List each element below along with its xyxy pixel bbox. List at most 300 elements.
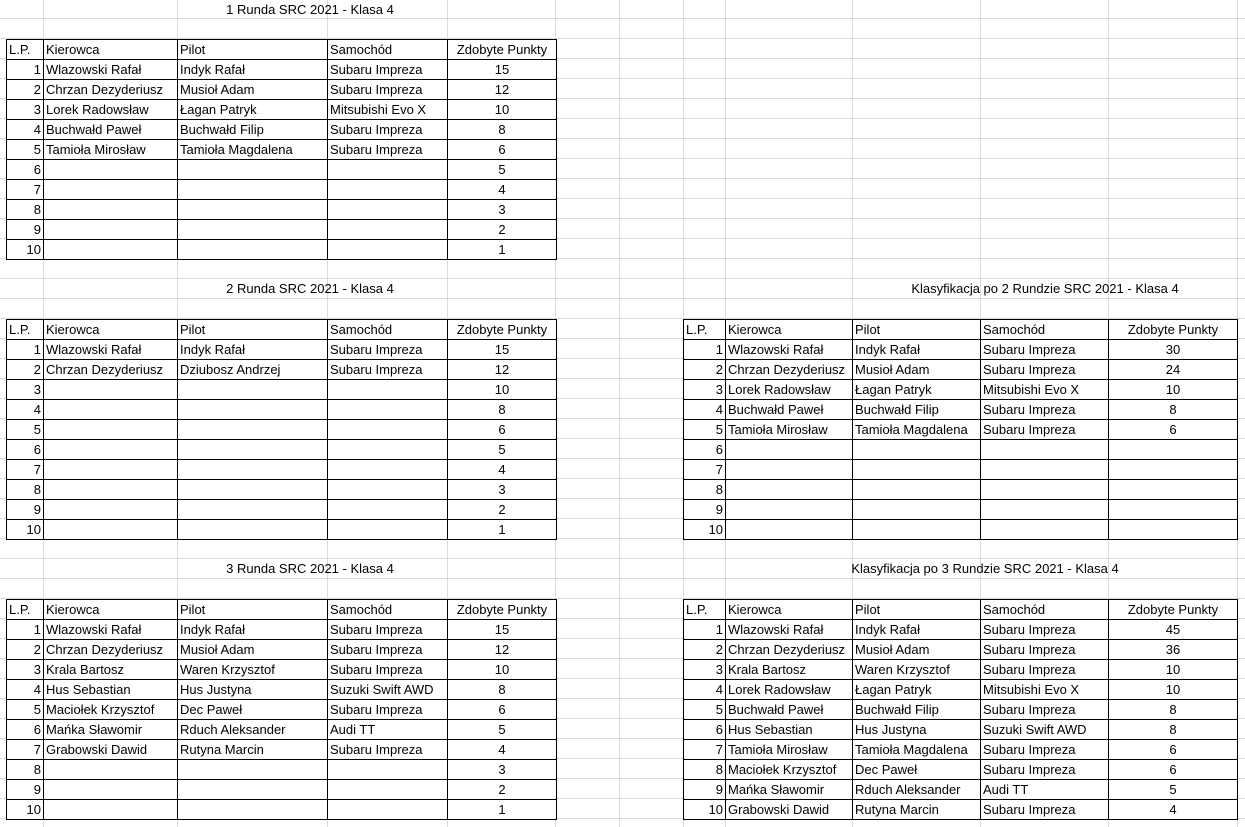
driver-cell[interactable]: Chrzan Dezyderiusz [44, 640, 178, 660]
driver-cell[interactable]: Buchwałd Paweł [726, 700, 853, 720]
driver-cell[interactable] [726, 500, 853, 520]
pilot-cell[interactable] [178, 180, 328, 200]
car-cell[interactable]: Subaru Impreza [981, 700, 1109, 720]
pilot-cell[interactable] [853, 520, 981, 540]
car-cell[interactable]: Subaru Impreza [981, 760, 1109, 780]
lp-cell[interactable]: 7 [7, 180, 44, 200]
points-cell[interactable]: 6 [1109, 420, 1238, 440]
car-cell[interactable]: Audi TT [328, 720, 448, 740]
table-row [7, 100, 557, 120]
column-header[interactable]: Zdobyte Punkty [448, 40, 557, 60]
driver-cell[interactable] [44, 440, 178, 460]
table-row [7, 180, 557, 200]
column-header[interactable]: Zdobyte Punkty [448, 320, 557, 340]
driver-cell[interactable] [44, 220, 178, 240]
car-cell[interactable]: Subaru Impreza [981, 660, 1109, 680]
car-cell[interactable] [328, 240, 448, 260]
driver-cell[interactable]: Maciołek Krzysztof [44, 700, 178, 720]
points-cell[interactable]: 30 [1109, 340, 1238, 360]
car-cell[interactable] [328, 760, 448, 780]
column-header[interactable]: L.P. [7, 600, 44, 620]
lp-cell[interactable]: 8 [684, 760, 726, 780]
driver-cell[interactable] [44, 420, 178, 440]
points-cell[interactable]: 3 [448, 760, 557, 780]
column-header[interactable]: Pilot [178, 320, 328, 340]
driver-cell[interactable]: Krala Bartosz [44, 660, 178, 680]
column-header[interactable]: Kierowca [726, 320, 853, 340]
column-header[interactable]: L.P. [7, 40, 44, 60]
car-cell[interactable]: Subaru Impreza [328, 80, 448, 100]
table-row [7, 480, 557, 500]
driver-cell[interactable] [44, 460, 178, 480]
car-cell[interactable]: Subaru Impreza [981, 420, 1109, 440]
lp-cell[interactable]: 2 [7, 360, 44, 380]
pilot-cell[interactable] [853, 440, 981, 460]
lp-cell[interactable]: 1 [684, 340, 726, 360]
driver-cell[interactable] [726, 520, 853, 540]
pilot-cell[interactable] [178, 380, 328, 400]
pilot-cell[interactable]: Indyk Rafał [853, 620, 981, 640]
column-header[interactable]: Samochód [328, 600, 448, 620]
table-row [684, 780, 1238, 800]
points-cell[interactable]: 1 [448, 800, 557, 820]
column-header[interactable]: L.P. [684, 600, 726, 620]
classification-table [683, 599, 1238, 820]
driver-cell[interactable] [726, 480, 853, 500]
table-row [7, 720, 557, 740]
pilot-cell[interactable]: Rutyna Marcin [853, 800, 981, 820]
lp-cell[interactable]: 7 [7, 460, 44, 480]
car-cell[interactable] [981, 480, 1109, 500]
table-row [7, 380, 557, 400]
driver-cell[interactable]: Buchwałd Paweł [726, 400, 853, 420]
column-header[interactable]: Zdobyte Punkty [1109, 600, 1238, 620]
points-cell[interactable]: 8 [1109, 720, 1238, 740]
lp-cell[interactable]: 5 [684, 420, 726, 440]
points-cell[interactable]: 6 [448, 140, 557, 160]
pilot-cell[interactable]: Buchwałd Filip [178, 120, 328, 140]
car-cell[interactable] [328, 780, 448, 800]
pilot-cell[interactable] [178, 760, 328, 780]
lp-cell[interactable]: 9 [7, 780, 44, 800]
driver-cell[interactable]: Grabowski Dawid [44, 740, 178, 760]
points-cell[interactable]: 4 [448, 740, 557, 760]
driver-cell[interactable]: Hus Sebastian [726, 720, 853, 740]
table-row [684, 500, 1238, 520]
points-cell[interactable]: 6 [448, 700, 557, 720]
points-cell[interactable]: 8 [1109, 400, 1238, 420]
pilot-cell[interactable]: Dziubosz Andrzej [178, 360, 328, 380]
driver-cell[interactable]: Wlazowski Rafał [726, 340, 853, 360]
car-cell[interactable] [328, 520, 448, 540]
points-cell[interactable]: 15 [448, 340, 557, 360]
table-row [7, 620, 557, 640]
points-cell[interactable]: 2 [448, 780, 557, 800]
pilot-cell[interactable]: Indyk Rafał [178, 60, 328, 80]
lp-cell[interactable]: 1 [684, 620, 726, 640]
pilot-cell[interactable]: Dec Paweł [853, 760, 981, 780]
lp-cell[interactable]: 9 [7, 500, 44, 520]
points-cell[interactable] [1109, 460, 1238, 480]
table-row [684, 380, 1238, 400]
points-cell[interactable]: 10 [1109, 680, 1238, 700]
points-cell[interactable]: 12 [448, 80, 557, 100]
points-cell[interactable]: 3 [448, 480, 557, 500]
header-row [684, 320, 1238, 340]
points-cell[interactable] [1109, 440, 1238, 460]
pilot-cell[interactable] [178, 240, 328, 260]
table-row [684, 340, 1238, 360]
points-cell[interactable] [1109, 500, 1238, 520]
points-cell[interactable]: 10 [1109, 380, 1238, 400]
lp-cell[interactable]: 4 [7, 680, 44, 700]
driver-cell[interactable] [44, 160, 178, 180]
driver-cell[interactable]: Tamioła Mirosław [726, 740, 853, 760]
column-header[interactable]: Samochód [981, 320, 1109, 340]
pilot-cell[interactable]: Rduch Aleksander [853, 780, 981, 800]
lp-cell[interactable]: 3 [684, 660, 726, 680]
driver-cell[interactable]: Lorek Radowsław [44, 100, 178, 120]
lp-cell[interactable]: 6 [7, 720, 44, 740]
table-row [684, 440, 1238, 460]
driver-cell[interactable] [726, 440, 853, 460]
lp-cell[interactable]: 8 [7, 760, 44, 780]
points-cell[interactable]: 8 [1109, 700, 1238, 720]
car-cell[interactable]: Subaru Impreza [981, 360, 1109, 380]
lp-cell[interactable]: 2 [684, 640, 726, 660]
driver-cell[interactable]: Buchwałd Paweł [44, 120, 178, 140]
points-cell[interactable]: 5 [448, 720, 557, 740]
driver-cell[interactable] [44, 800, 178, 820]
driver-cell[interactable] [726, 460, 853, 480]
driver-cell[interactable]: Krala Bartosz [726, 660, 853, 680]
points-cell[interactable]: 45 [1109, 620, 1238, 640]
pilot-cell[interactable] [178, 160, 328, 180]
points-cell[interactable]: 10 [1109, 660, 1238, 680]
car-cell[interactable] [328, 200, 448, 220]
pilot-cell[interactable] [178, 460, 328, 480]
grid-line [619, 0, 620, 827]
column-header[interactable]: Kierowca [44, 320, 178, 340]
car-cell[interactable]: Subaru Impreza [328, 660, 448, 680]
lp-cell[interactable]: 4 [7, 400, 44, 420]
pilot-cell[interactable] [178, 500, 328, 520]
car-cell[interactable]: Mitsubishi Evo X [981, 680, 1109, 700]
driver-cell[interactable]: Wlazowski Rafał [44, 340, 178, 360]
lp-cell[interactable]: 2 [7, 640, 44, 660]
lp-cell[interactable]: 6 [684, 440, 726, 460]
car-cell[interactable]: Subaru Impreza [981, 340, 1109, 360]
car-cell[interactable]: Subaru Impreza [328, 620, 448, 640]
pilot-cell[interactable]: Indyk Rafał [853, 340, 981, 360]
column-header[interactable]: Zdobyte Punkty [1109, 320, 1238, 340]
lp-cell[interactable]: 6 [7, 160, 44, 180]
driver-cell[interactable] [44, 400, 178, 420]
lp-cell[interactable]: 9 [684, 500, 726, 520]
driver-cell[interactable] [44, 200, 178, 220]
driver-cell[interactable] [44, 500, 178, 520]
car-cell[interactable] [328, 180, 448, 200]
car-cell[interactable]: Subaru Impreza [981, 800, 1109, 820]
car-cell[interactable]: Mitsubishi Evo X [981, 380, 1109, 400]
lp-cell[interactable]: 10 [7, 800, 44, 820]
table-title: Klasyfikacja po 3 Rundzie SRC 2021 - Klasa 4 [851, 561, 1119, 576]
lp-cell[interactable]: 10 [7, 240, 44, 260]
lp-cell[interactable]: 5 [7, 420, 44, 440]
car-cell[interactable]: Suzuki Swift AWD [328, 680, 448, 700]
lp-cell[interactable]: 3 [7, 660, 44, 680]
pilot-cell[interactable] [178, 440, 328, 460]
lp-cell[interactable]: 2 [684, 360, 726, 380]
car-cell[interactable]: Subaru Impreza [328, 740, 448, 760]
pilot-cell[interactable] [853, 460, 981, 480]
pilot-cell[interactable]: Łagan Patryk [853, 680, 981, 700]
table-row [7, 160, 557, 180]
header-row [7, 40, 557, 60]
column-header[interactable]: Pilot [853, 600, 981, 620]
driver-cell[interactable] [44, 380, 178, 400]
lp-cell[interactable]: 4 [684, 680, 726, 700]
pilot-cell[interactable] [178, 800, 328, 820]
table-row [7, 800, 557, 820]
driver-cell[interactable]: Mańka Sławomir [44, 720, 178, 740]
lp-cell[interactable]: 2 [7, 80, 44, 100]
pilot-cell[interactable] [853, 480, 981, 500]
pilot-cell[interactable] [178, 520, 328, 540]
car-cell[interactable]: Suzuki Swift AWD [981, 720, 1109, 740]
car-cell[interactable] [981, 460, 1109, 480]
lp-cell[interactable]: 4 [684, 400, 726, 420]
points-cell[interactable] [1109, 520, 1238, 540]
pilot-cell[interactable]: Buchwałd Filip [853, 400, 981, 420]
points-cell[interactable]: 5 [448, 440, 557, 460]
points-cell[interactable]: 24 [1109, 360, 1238, 380]
driver-cell[interactable]: Lorek Radowsław [726, 380, 853, 400]
lp-cell[interactable]: 9 [7, 220, 44, 240]
lp-cell[interactable]: 3 [7, 100, 44, 120]
pilot-cell[interactable] [853, 500, 981, 520]
lp-cell[interactable]: 10 [7, 520, 44, 540]
pilot-cell[interactable]: Hus Justyna [178, 680, 328, 700]
driver-cell[interactable]: Chrzan Dezyderiusz [726, 640, 853, 660]
lp-cell[interactable]: 9 [684, 780, 726, 800]
column-header[interactable]: Samochód [328, 320, 448, 340]
lp-cell[interactable]: 10 [684, 520, 726, 540]
lp-cell[interactable]: 8 [684, 480, 726, 500]
column-header[interactable]: L.P. [7, 320, 44, 340]
points-cell[interactable]: 8 [448, 400, 557, 420]
driver-cell[interactable]: Grabowski Dawid [726, 800, 853, 820]
lp-cell[interactable]: 1 [7, 60, 44, 80]
car-cell[interactable]: Subaru Impreza [328, 60, 448, 80]
points-cell[interactable]: 10 [448, 660, 557, 680]
pilot-cell[interactable] [178, 420, 328, 440]
pilot-cell[interactable]: Tamioła Magdalena [853, 420, 981, 440]
lp-cell[interactable]: 10 [684, 800, 726, 820]
lp-cell[interactable]: 1 [7, 620, 44, 640]
driver-cell[interactable]: Tamioła Mirosław [726, 420, 853, 440]
lp-cell[interactable]: 1 [7, 340, 44, 360]
points-cell[interactable]: 1 [448, 240, 557, 260]
pilot-cell[interactable] [178, 400, 328, 420]
points-cell[interactable]: 15 [448, 620, 557, 640]
pilot-cell[interactable]: Hus Justyna [853, 720, 981, 740]
lp-cell[interactable]: 7 [684, 460, 726, 480]
pilot-cell[interactable]: Tamioła Magdalena [853, 740, 981, 760]
driver-cell[interactable] [44, 780, 178, 800]
car-cell[interactable] [981, 500, 1109, 520]
car-cell[interactable] [328, 500, 448, 520]
pilot-cell[interactable]: Waren Krzysztof [853, 660, 981, 680]
lp-cell[interactable]: 3 [7, 380, 44, 400]
points-cell[interactable] [1109, 480, 1238, 500]
points-cell[interactable]: 12 [448, 360, 557, 380]
pilot-cell[interactable]: Indyk Rafał [178, 620, 328, 640]
pilot-cell[interactable]: Indyk Rafał [178, 340, 328, 360]
points-cell[interactable]: 8 [448, 680, 557, 700]
lp-cell[interactable]: 8 [7, 480, 44, 500]
pilot-cell[interactable]: Tamioła Magdalena [178, 140, 328, 160]
pilot-cell[interactable]: Rutyna Marcin [178, 740, 328, 760]
pilot-cell[interactable]: Musioł Adam [853, 360, 981, 380]
points-cell[interactable]: 10 [448, 380, 557, 400]
points-cell[interactable]: 5 [1109, 780, 1238, 800]
car-cell[interactable] [328, 160, 448, 180]
points-cell[interactable]: 4 [1109, 800, 1238, 820]
points-cell[interactable]: 6 [1109, 760, 1238, 780]
driver-cell[interactable] [44, 240, 178, 260]
column-header[interactable]: Samochód [981, 600, 1109, 620]
table-title: 3 Runda SRC 2021 - Klasa 4 [226, 561, 394, 576]
car-cell[interactable]: Subaru Impreza [328, 700, 448, 720]
column-header[interactable]: Zdobyte Punkty [448, 600, 557, 620]
column-header[interactable]: Pilot [178, 40, 328, 60]
column-header[interactable]: Kierowca [44, 600, 178, 620]
column-header[interactable]: L.P. [684, 320, 726, 340]
points-cell[interactable]: 1 [448, 520, 557, 540]
pilot-cell[interactable]: Rduch Aleksander [178, 720, 328, 740]
driver-cell[interactable]: Tamioła Mirosław [44, 140, 178, 160]
car-cell[interactable]: Subaru Impreza [328, 340, 448, 360]
points-cell[interactable]: 8 [448, 120, 557, 140]
pilot-cell[interactable]: Dec Paweł [178, 700, 328, 720]
pilot-cell[interactable]: Musioł Adam [178, 80, 328, 100]
car-cell[interactable] [328, 480, 448, 500]
driver-cell[interactable]: Mańka Sławomir [726, 780, 853, 800]
pilot-cell[interactable]: Łagan Patryk [178, 100, 328, 120]
car-cell[interactable] [328, 460, 448, 480]
car-cell[interactable]: Subaru Impreza [328, 120, 448, 140]
column-header[interactable]: Pilot [853, 320, 981, 340]
lp-cell[interactable]: 8 [7, 200, 44, 220]
car-cell[interactable] [328, 380, 448, 400]
car-cell[interactable]: Audi TT [981, 780, 1109, 800]
table-row [7, 80, 557, 100]
driver-cell[interactable]: Wlazowski Rafał [726, 620, 853, 640]
pilot-cell[interactable]: Musioł Adam [178, 640, 328, 660]
lp-cell[interactable]: 5 [684, 700, 726, 720]
lp-cell[interactable]: 7 [7, 740, 44, 760]
lp-cell[interactable]: 5 [7, 140, 44, 160]
points-cell[interactable]: 12 [448, 640, 557, 660]
car-cell[interactable] [981, 520, 1109, 540]
driver-cell[interactable] [44, 520, 178, 540]
column-header[interactable]: Pilot [178, 600, 328, 620]
driver-cell[interactable]: Chrzan Dezyderiusz [44, 80, 178, 100]
car-cell[interactable]: Subaru Impreza [981, 400, 1109, 420]
car-cell[interactable] [328, 400, 448, 420]
car-cell[interactable] [981, 440, 1109, 460]
pilot-cell[interactable] [178, 480, 328, 500]
pilot-cell[interactable]: Waren Krzysztof [178, 660, 328, 680]
table-row [684, 700, 1238, 720]
lp-cell[interactable]: 3 [684, 380, 726, 400]
lp-cell[interactable]: 6 [684, 720, 726, 740]
points-cell[interactable]: 6 [448, 420, 557, 440]
car-cell[interactable] [328, 220, 448, 240]
pilot-cell[interactable] [178, 200, 328, 220]
car-cell[interactable]: Subaru Impreza [981, 740, 1109, 760]
points-cell[interactable]: 2 [448, 500, 557, 520]
driver-cell[interactable]: Maciołek Krzysztof [726, 760, 853, 780]
points-cell[interactable]: 6 [1109, 740, 1238, 760]
driver-cell[interactable]: Chrzan Dezyderiusz [44, 360, 178, 380]
car-cell[interactable]: Subaru Impreza [981, 640, 1109, 660]
lp-cell[interactable]: 6 [7, 440, 44, 460]
results-table [6, 599, 557, 820]
driver-cell[interactable] [44, 480, 178, 500]
lp-cell[interactable]: 4 [7, 120, 44, 140]
column-header[interactable]: Samochód [328, 40, 448, 60]
driver-cell[interactable] [44, 760, 178, 780]
car-cell[interactable] [328, 800, 448, 820]
pilot-cell[interactable]: Musioł Adam [853, 640, 981, 660]
pilot-cell[interactable]: Buchwałd Filip [853, 700, 981, 720]
points-cell[interactable]: 10 [448, 100, 557, 120]
driver-cell[interactable]: Hus Sebastian [44, 680, 178, 700]
points-cell[interactable]: 36 [1109, 640, 1238, 660]
table-row [7, 500, 557, 520]
lp-cell[interactable]: 7 [684, 740, 726, 760]
table-row [7, 60, 557, 80]
driver-cell[interactable]: Chrzan Dezyderiusz [726, 360, 853, 380]
table-row [684, 620, 1238, 640]
car-cell[interactable] [328, 420, 448, 440]
car-cell[interactable] [328, 440, 448, 460]
driver-cell[interactable]: Wlazowski Rafał [44, 620, 178, 640]
driver-cell[interactable]: Lorek Radowsław [726, 680, 853, 700]
points-cell[interactable]: 4 [448, 460, 557, 480]
pilot-cell[interactable] [178, 220, 328, 240]
column-header[interactable]: Kierowca [44, 40, 178, 60]
car-cell[interactable]: Subaru Impreza [328, 360, 448, 380]
points-cell[interactable]: 5 [448, 160, 557, 180]
driver-cell[interactable] [44, 180, 178, 200]
points-cell[interactable]: 2 [448, 220, 557, 240]
points-cell[interactable]: 4 [448, 180, 557, 200]
driver-cell[interactable]: Wlazowski Rafał [44, 60, 178, 80]
column-header[interactable]: Kierowca [726, 600, 853, 620]
lp-cell[interactable]: 5 [7, 700, 44, 720]
car-cell[interactable]: Subaru Impreza [981, 620, 1109, 640]
car-cell[interactable]: Subaru Impreza [328, 640, 448, 660]
points-cell[interactable]: 3 [448, 200, 557, 220]
pilot-cell[interactable] [178, 780, 328, 800]
pilot-cell[interactable]: Łagan Patryk [853, 380, 981, 400]
car-cell[interactable]: Mitsubishi Evo X [328, 100, 448, 120]
car-cell[interactable]: Subaru Impreza [328, 140, 448, 160]
points-cell[interactable]: 15 [448, 60, 557, 80]
